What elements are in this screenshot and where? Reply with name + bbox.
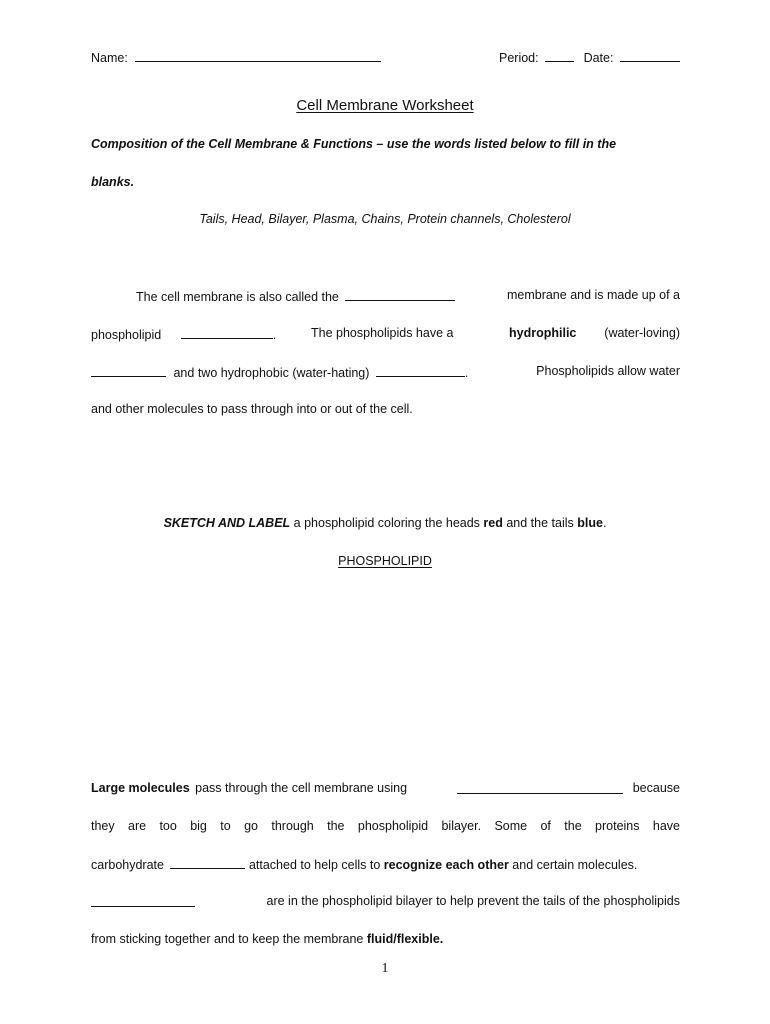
sketch-instructions: [0, 517, 770, 530]
para2-line-3: [91, 857, 637, 872]
para2-line-2: they are too big to go through the phospholipid bilayer. Some of the proteins have: [91, 819, 680, 833]
date-blank[interactable]: [620, 50, 680, 62]
large-molecules-term: Large molecules: [91, 781, 190, 795]
period-blank[interactable]: [545, 50, 574, 62]
cholesterol-blank[interactable]: [91, 895, 195, 907]
para2-text-c: carbohydrate: [91, 858, 164, 872]
sketch-text-b: and the tails: [506, 516, 574, 530]
para1-period-2: .: [464, 366, 469, 380]
instructions-line-1: Composition of the Cell Membrane & Functions – use the words listed below to fill in the: [91, 137, 617, 151]
tails-blank[interactable]: [376, 365, 465, 377]
para2-text-g: from sticking together and to keep the membrane: [91, 932, 364, 946]
protein-channels-blank[interactable]: [457, 782, 623, 794]
para1-text-d: The phospholipids have a: [311, 326, 454, 340]
page-title: Cell Membrane Worksheet: [296, 97, 474, 114]
head-blank[interactable]: [91, 365, 166, 377]
para2-text-f: are in the phospholipid bilayer to help prevent the tails of the phospholipids: [266, 894, 680, 908]
period-label: Period:: [499, 51, 539, 65]
name-blank[interactable]: [135, 50, 381, 62]
plasma-blank[interactable]: [345, 289, 455, 301]
sketch-blue: blue: [577, 516, 603, 530]
para1-text-c: phospholipid: [91, 328, 162, 342]
para1-line-1: [91, 289, 680, 304]
para2-text-d: attached to help cells to: [248, 858, 381, 872]
para2-line-5: [91, 933, 443, 946]
sketch-text-a: a phospholipid coloring the heads: [293, 516, 480, 530]
bilayer-blank[interactable]: [181, 327, 273, 339]
sketch-area[interactable]: [91, 580, 680, 770]
para2-line-1: [91, 782, 680, 795]
sketch-lead: SKETCH AND LABEL: [163, 516, 291, 530]
name-label: Name:: [91, 51, 128, 65]
para2-text-a: pass through the cell membrane using: [195, 781, 408, 795]
para1-text-g: Phospholipids allow water: [536, 364, 680, 378]
hydrophilic-term: hydrophilic: [509, 326, 577, 340]
date-label: Date:: [583, 51, 614, 65]
para1-text-f: and two hydrophobic (water-hating): [173, 366, 370, 380]
sketch-red: red: [483, 516, 503, 530]
phospholipid-heading: PHOSPHOLIPID: [338, 554, 432, 568]
fluid-flexible-term: fluid/flexible.: [366, 932, 444, 946]
para1-line-2: [91, 327, 680, 342]
para1-period: .: [272, 328, 277, 342]
instructions-line-2: blanks.: [91, 175, 135, 189]
sketch-end: .: [602, 516, 607, 530]
para2-text-e: and certain molecules.: [512, 858, 638, 872]
recognize-term: recognize each other: [383, 858, 509, 872]
para1-text-a: The cell membrane is also called the: [136, 290, 339, 304]
para1-line-4: and other molecules to pass through into or out of the cell.: [91, 402, 413, 416]
period-date-row: [499, 50, 680, 65]
para1-text-b: membrane and is made up of a: [506, 288, 680, 302]
chains-blank[interactable]: [170, 857, 245, 869]
para2-line-4: [91, 895, 680, 910]
para2-text-b: because: [632, 781, 680, 795]
page-number: 1: [381, 961, 389, 976]
para1-text-e: (water-loving): [604, 326, 680, 340]
word-bank: Tails, Head, Bilayer, Plasma, Chains, Protein channels, Cholesterol: [199, 212, 571, 226]
name-row: [91, 50, 381, 65]
para1-line-3: [91, 365, 680, 380]
